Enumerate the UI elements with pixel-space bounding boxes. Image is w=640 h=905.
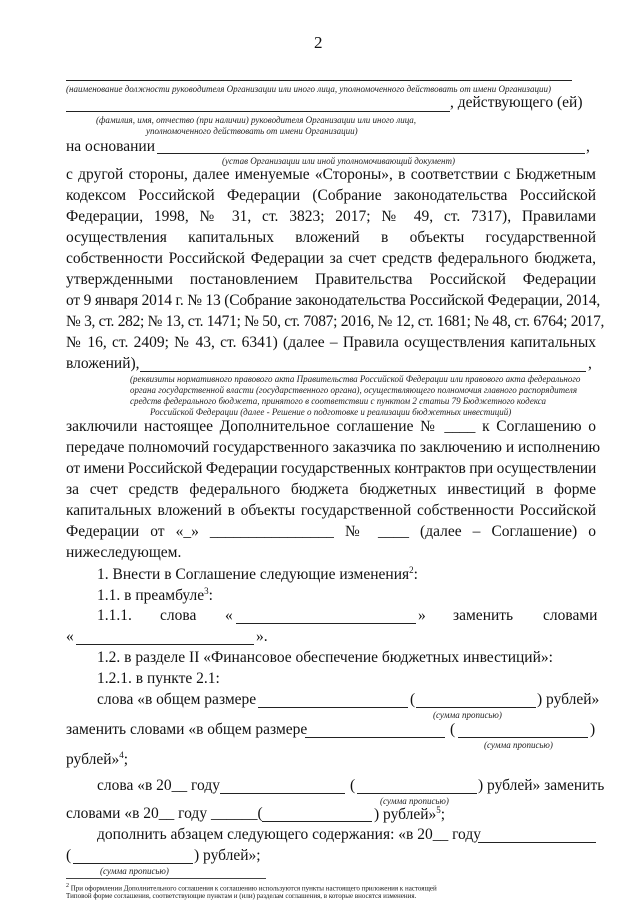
item-1-2: 1.2. в разделе II «Финансовое обеспечение бюджетных инвестиций»: (97, 649, 553, 666)
body-line: № 16, ст. 2409; № 43, ст. 6341) (далее – Правила осуществления капитальных (66, 334, 596, 351)
acting-suffix: , действующего (ей) (450, 94, 583, 111)
agreement-line: передаче полномочий государственного заказчика по заключению и исполнению (66, 439, 601, 456)
body-line: от 9 января 2014 г. № 13 (Собрание законодательства Российской Федерации, 2014, (66, 292, 601, 309)
agreement-end: нижеследующем. (66, 544, 182, 561)
caption-requisites: средств федерального бюджета, принятого в соответствии с пунктом 2 статьи 79 Бюджетного кодекса (130, 396, 546, 406)
total-words-fill-line[interactable] (416, 707, 536, 708)
caption-charter: (устав Организации или иной уполномочивающий документ) (222, 156, 455, 166)
item-1-1-1-words: слова (160, 607, 197, 624)
agreement-line: за счет средств федерального бюджета бюджетных инвестиций в форме (66, 481, 596, 498)
item-1-2-1: 1.2.1. в пункте 2.1: (97, 670, 220, 687)
new-total-words-fill-line[interactable] (458, 737, 588, 738)
footnote (66, 898, 596, 899)
document-page: 2 (наименование должности руководителя Организации или иного лица, уполномоченного действовать от имени Организации) , действующего (ей) (фамилия, имя, отчество (при наличии) руководителя Организации или иного лица, уполномоченного действовать от имени Организации) на основании , (устав Организации или иной уполномочивающий документ) с другой стороны, далее именуемые «Стороны», в соответствии с Бюджетным кодексом Российской Федерации (Собрание законодательства Российской Федерации, 1998, № 31, ст. 3823; 2017; № 49, ст. 7317), Правилами осуществления капитальных вложений в объекты государственной собственности Российской Федерации за счет средств федерального бюджета, утвержденными постановлением Правительства Российской Федерации от 9 января 2014 г. № 13 (Собрание законодательства Российской Федерации, 2014, № 3, ст. 282; № 13, ст. 1471; № 50, ст. 7087; 2016, № 12, ст. 1681; № 48, ст. 6764; 2017, № 16, ст. 2409; № 43, ст. 6341) (далее – Правила осуществления капитальных вложений), , (реквизиты нормативного правового акта Правительства Российской Федерации или правового акта федерального органа государственной власти (государственного органа), осуществляющего полномочия главного распорядителя средств федерального бюджета, принятого в соответствии с пунктом 2 статьи 79 Бюджетного кодекса Российской Федерации (далее - Решение о подготовке и реализации бюджетных инвестиций) заключили настоящее Дополнительное соглашение № ____ к Соглашению о передаче полномочий государственного заказчика по заключению и исполнению от имени Российской Федерации государственных контрактов при осуществлении за счет средств федерального бюджета бюджетных инвестиций в форме капитальных вложений в объекты государственной собственности Российской Федерации от «_» ________________ № ____ (далее – Соглашение) о нижеследующем. 1. Внести в Соглашение следующие изменения$^2$: 1.1. в преамбуле$^3$: 1.1.1. слова « » заменить словами « ». 1.2. в разделе II «Финансовое обеспечение бюджетных инвестиций»: 1.2.1. в пункте 2.1: слова «в общем размере ( ) рублей» (сумма прописью) заменить словами «в общем размере ( ) (сумма прописью) рублей»$^4$; слова «в 20__ году ( ) рублей» заменить (сумма прописью) словами «в 20__ году ______( ) рублей»$^5$; дополнить абзацем следующего содержания: «в 20__ году ( ) рублей»; (сумма прописью) $^2$ При оформлении Дополнительного соглашения к соглашению используются пункты настоящего приложения к настоящей Типовой форме соглашения, соответствующие пунктам и (или) разделам соглашения, в которые вносятся изменения. (66, 33, 605, 901)
year-amount-fill-line[interactable] (220, 793, 345, 794)
body-line: Федерации, 1998, № 31, ст. 3823; 2017; № 49, ст. 7317), Правилами (66, 208, 596, 225)
basis-fill-line[interactable] (157, 153, 585, 154)
supplement-label: дополнить абзацем следующего содержания: «в 20__ году (97, 826, 481, 843)
agreement-line: заключили настоящее Дополнительное соглашение № ____ к Соглашению о (66, 418, 596, 435)
new-year-words-fill-line[interactable] (262, 821, 372, 822)
replace-total-label: заменить словами «в общем размере (66, 721, 308, 738)
new-words-fill-line[interactable] (76, 644, 254, 645)
caption-sum-words: (сумма прописью) (433, 710, 502, 720)
replace-total-rubles: рублей»$^4$; (66, 750, 129, 769)
by-words: словами (543, 607, 598, 624)
caption-sum-words: (сумма прописью) (484, 740, 553, 750)
requisites-fill-line[interactable] (140, 371, 586, 372)
caption-sum-words: (сумма прописью) (380, 796, 449, 806)
caption-fio-line-1: (фамилия, имя, отчество (при наличии) руководителя Организации или иного лица, (96, 115, 417, 125)
position-fill-line[interactable] (66, 80, 572, 81)
body-line: утвержденными постановлением Правительства Российской Федерации (66, 271, 596, 288)
item-1-1: 1.1. в преамбуле$^3$: (97, 586, 213, 605)
agreement-line: от имени Российской Федерации государственных контрактов при осуществлении (66, 460, 597, 477)
total-amount-fill-line[interactable] (258, 707, 408, 708)
caption-requisites: (реквизиты нормативного правового акта Правительства Российской Федерации или правового акта федерального (130, 374, 581, 384)
caption-requisites: органа государственной власти (государственного органа), осуществляющего полномочия главного распорядителя (130, 385, 578, 395)
by-words-year-label: словами «в 20__ году ______( (66, 805, 263, 822)
agreement-line: капитальных вложений в объекты государственной собственности Российской (66, 502, 596, 519)
body-line: собственности Российской Федерации за счет средств федерального бюджета, (66, 250, 596, 267)
replace-word: заменить (453, 607, 514, 624)
old-words-fill-line[interactable] (236, 623, 416, 624)
body-line: осуществления капитальных вложений в объекты государственной (66, 229, 596, 246)
new-total-amount-fill-line[interactable] (305, 737, 445, 738)
supplement-amount-fill-line[interactable] (478, 842, 596, 843)
by-words-year-rubles: ) рублей»$^5$; (374, 805, 446, 824)
body-line: № 3, ст. 282; № 13, ст. 1471; № 50, ст. 7087; 2016, № 12, ст. 1681; № 48, ст. 6764; 2017, (66, 313, 605, 330)
fio-fill-line[interactable] (66, 111, 450, 112)
item-1: 1. Внести в Соглашение следующие изменения$^2$: (97, 565, 418, 584)
supplement-words-fill-line[interactable] (73, 863, 193, 864)
words-year-label: слова «в 20__ году (97, 777, 220, 794)
body-line: кодексом Российской Федерации (Собрание законодательства Российской (66, 187, 596, 204)
caption-sum-words: (сумма прописью) (100, 866, 169, 876)
footnote: $^2$ При оформлении Дополнительного соглашения к соглашению используются пункты настоящего приложения к настоящей Типовой форме соглашения, соответствующие пунктам и (или) разделам соглашения, в которые вносятся изменения. (66, 883, 437, 901)
basis-label: на основании (66, 138, 155, 155)
caption-requisites: Российской Федерации (далее - Решение о подготовке и реализации бюджетных инвестиций) (150, 407, 512, 417)
year-words-fill-line[interactable] (357, 793, 477, 794)
basis-end: , (586, 138, 590, 155)
body-line: с другой стороны, далее именуемые «Стороны», в соответствии с Бюджетным (66, 166, 596, 183)
line-investments: вложений), (66, 355, 140, 372)
agreement-line: Федерации от «_» ________________ № ____ (далее – Соглашение) о (66, 523, 596, 540)
caption-fio-line-2: уполномоченного действовать от имени Организации) (146, 126, 358, 136)
words-total-label: слова «в общем размере (97, 691, 257, 708)
page-number: 2 (314, 33, 323, 52)
item-1-1-1-num: 1.1.1. (97, 607, 132, 624)
caption-position: (наименование должности руководителя Организации или иного лица, уполномоченного действовать от имени Организации) (66, 84, 551, 94)
footnote-separator (66, 878, 266, 879)
